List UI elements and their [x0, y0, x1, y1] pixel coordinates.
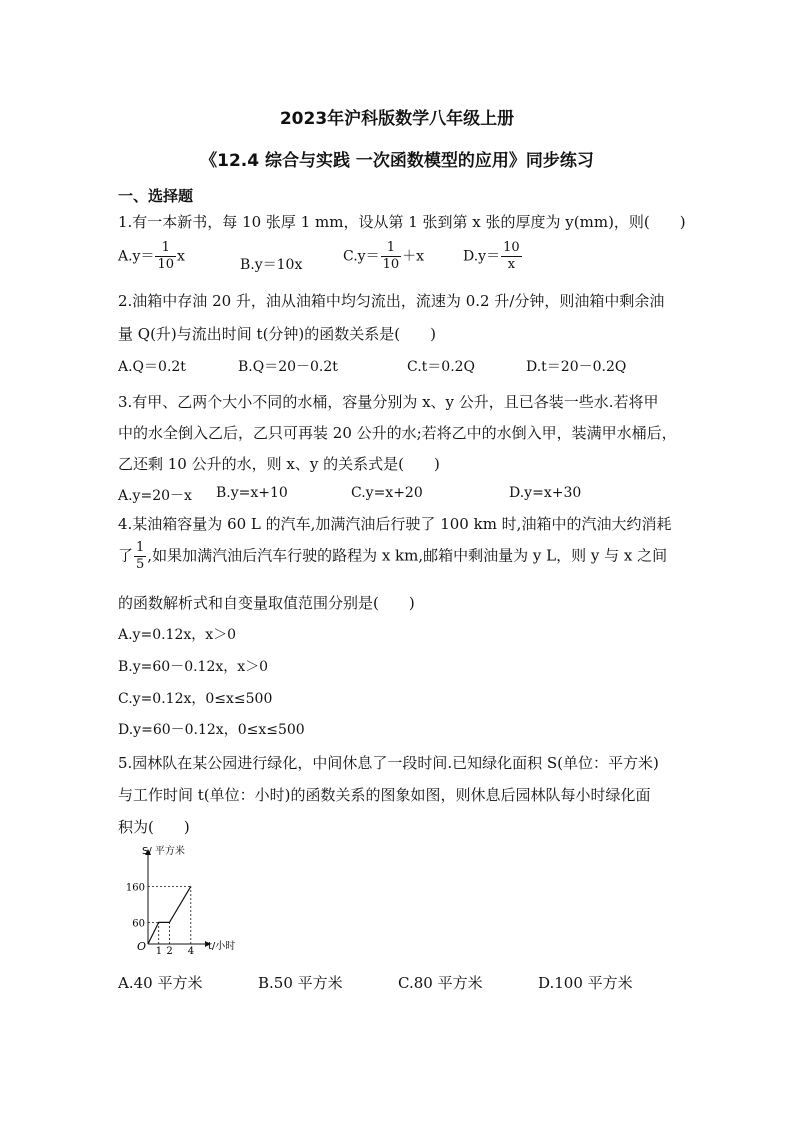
q1-option-a: A.y＝ $\frac{1}{10}$ x: [118, 240, 185, 272]
fraction: $\frac{1}{5}$: [136, 540, 145, 572]
q5-option-d: D.100 平方米: [538, 974, 633, 992]
page-title: 2023年沪科版数学八年级上册: [279, 109, 515, 129]
q2-option-c: C.t＝0.2Q: [407, 359, 476, 375]
question-4-line-3: 的函数解析式和自变量取值范围分别是( ): [118, 594, 415, 612]
fraction: $\frac{1}{10}$: [382, 240, 400, 272]
question-5-line-2: 与工作时间 t(单位：小时)的函数关系的图象如图，则休息后园林队每小时绿化面: [118, 786, 651, 804]
page-subtitle: 《12.4 综合与实践 一次函数模型的应用》同步练习: [200, 151, 594, 171]
q2-option-d: D.t＝20－0.2Q: [526, 359, 627, 375]
q3-option-c: C.y=x+20: [351, 485, 423, 501]
x-tick-label: 4: [187, 946, 195, 955]
area-time-graph: [118, 840, 248, 955]
y-axis-label: S/ 平方米: [142, 846, 185, 857]
section-heading: 一、选择题: [118, 187, 194, 205]
fraction: $\frac{10}{x}$: [503, 240, 520, 272]
x-tick-label: 1: [155, 946, 163, 955]
q3-option-d: D.y=x+30: [509, 485, 582, 501]
guide-lines: [148, 886, 191, 944]
q4-option-b: B.y=60－0.12x，x＞0: [118, 659, 269, 675]
q5-option-a: A.40 平方米: [118, 974, 203, 992]
question-3-line-1: 3.有甲、乙两个大小不同的水桶，容量分别为 x、y 公升，且已各装一些水.若将甲: [118, 393, 659, 411]
q2-option-a: A.Q＝0.2t: [118, 359, 186, 375]
q5-option-c: C.80 平方米: [398, 974, 483, 992]
question-3-line-3: 乙还剩 10 公升的水，则 x、y 的关系式是( ): [118, 455, 440, 473]
q1-option-c: C.y＝ $\frac{1}{10}$ ＋x: [343, 240, 425, 272]
question-2-line-1: 2.油箱中存油 20 升，油从油箱中均匀流出，流速为 0.2 升/分钟，则油箱中剩余油: [118, 292, 665, 310]
q5-option-b: B.50 平方米: [258, 974, 343, 992]
question-4-line-2: 了 $\frac{1}{5}$ ,如果加满汽油后汽车行驶的路程为 x km,邮箱中剩油量为 y L，则 y 与 x 之间: [118, 540, 668, 572]
fraction: $\frac{1}{10}$: [157, 240, 175, 272]
q1-option-d: D.y＝ $\frac{10}{x}$: [463, 240, 520, 272]
q4-option-c: C.y=0.12x，0≤x≤500: [118, 691, 273, 707]
x-axis-label: t/小时: [208, 941, 236, 952]
y-tick-label: 60: [132, 918, 145, 930]
question-1-text: 1.有一本新书，每 10 张厚 1 mm，设从第 1 张到第 x 张的厚度为 y(mm)，则( ): [118, 213, 686, 231]
q3-option-b: B.y=x+10: [216, 485, 288, 501]
q4-option-d: D.y=60－0.12x，0≤x≤500: [118, 722, 305, 738]
q3-option-a: A.y=20－x: [118, 488, 192, 504]
y-tick-label: 160: [125, 882, 145, 894]
question-4-line-1: 4.某油箱容量为 60 L 的汽车,加满汽油后行驶了 100 km 时,油箱中的汽油大约消耗: [118, 515, 672, 533]
q1-option-b: B.y＝10x: [240, 257, 303, 273]
q2-option-b: B.Q＝20－0.2t: [238, 359, 338, 375]
x-tick-label: 2: [166, 946, 173, 955]
origin-label: O: [137, 940, 147, 953]
question-5-line-3: 积为( ): [118, 818, 190, 836]
question-3-line-2: 中的水全倒入乙后，乙只可再装 20 公升的水;若将乙中的水倒入甲，装满甲水桶后，: [118, 424, 677, 442]
question-5-line-1: 5.园林队在某公园进行绿化，中间休息了一段时间.已知绿化面积 S(单位：平方米): [118, 754, 659, 772]
q4-option-a: A.y=0.12x，x＞0: [118, 627, 237, 643]
question-2-line-2: 量 Q(升)与流出时间 t(分钟)的函数关系是( ): [118, 325, 436, 343]
